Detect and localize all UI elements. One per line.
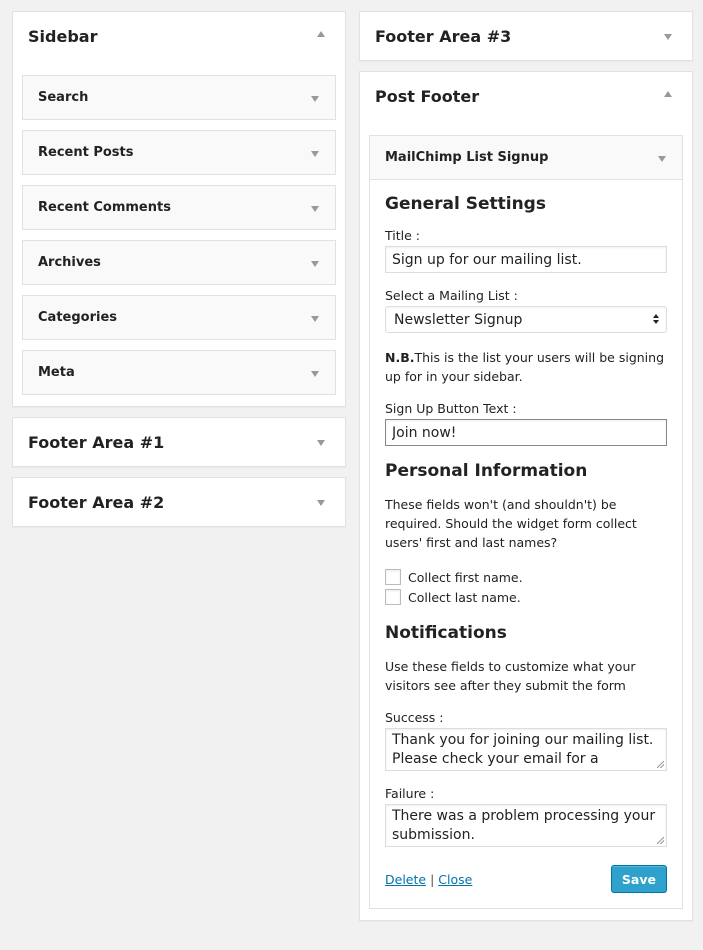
widget-meta[interactable] xyxy=(22,350,336,395)
failure-field-group xyxy=(385,786,667,847)
button-text-label: Sign Up Button Text : xyxy=(385,401,517,416)
mailing-list-label: Select a Mailing List : xyxy=(385,288,518,303)
resize-grip-icon[interactable] xyxy=(657,761,664,768)
save-button[interactable]: Save xyxy=(611,865,667,893)
button-text-field-group xyxy=(385,401,667,446)
collect-first-name-checkbox[interactable] xyxy=(385,569,401,585)
expand-arrow-icon[interactable] xyxy=(311,316,319,322)
right-column xyxy=(359,11,693,931)
mailing-list-field-group xyxy=(385,288,667,333)
notifications-text: Use these fields to customize what your visitors see after they submit the form xyxy=(385,659,636,693)
footer-area-1 xyxy=(12,417,346,467)
sidebar-area-header[interactable] xyxy=(13,12,345,60)
footer-area-2 xyxy=(12,477,346,527)
delete-link[interactable]: Delete xyxy=(385,871,427,887)
widget-title: Recent Comments xyxy=(38,200,171,215)
collect-first-name-row xyxy=(385,567,667,587)
name-checkboxes xyxy=(385,567,667,607)
list-note xyxy=(385,348,667,386)
widget-settings-form xyxy=(370,180,682,908)
collect-last-name-checkbox[interactable] xyxy=(385,589,401,605)
close-link[interactable]: Close xyxy=(438,871,473,887)
widget-categories[interactable] xyxy=(22,295,336,340)
sidebar-area xyxy=(12,11,346,407)
success-text: Thank you for joining our mailing list. Please check your email for a xyxy=(392,732,654,767)
widget-control-links xyxy=(385,872,472,887)
post-footer-header[interactable] xyxy=(360,72,692,120)
success-field-group xyxy=(385,710,667,771)
failure-text: There was a problem processing your submission. xyxy=(392,808,656,843)
mailing-list-selected-value: Newsletter Signup xyxy=(394,311,523,328)
resize-grip-icon[interactable] xyxy=(657,837,664,844)
left-column xyxy=(12,11,346,537)
widget-title: Meta xyxy=(38,365,75,380)
mailing-list-select[interactable] xyxy=(385,306,667,333)
collapse-arrow-icon[interactable] xyxy=(317,31,325,37)
expand-arrow-icon[interactable] xyxy=(311,96,319,102)
post-footer-area xyxy=(359,71,693,921)
widget-controls xyxy=(385,865,667,893)
failure-label: Failure : xyxy=(385,786,435,801)
select-updown-icon xyxy=(653,314,659,324)
mailchimp-widget xyxy=(369,135,683,909)
footer-area-2-title: Footer Area #2 xyxy=(28,492,165,512)
personal-info-heading: Personal Information xyxy=(385,461,588,481)
footer-area-3 xyxy=(359,11,693,61)
post-footer-title: Post Footer xyxy=(375,86,480,106)
widget-search[interactable] xyxy=(22,75,336,120)
footer-area-1-title: Footer Area #1 xyxy=(28,432,165,452)
sidebar-area-title: Sidebar xyxy=(28,26,98,46)
widget-title: Recent Posts xyxy=(38,145,134,160)
expand-arrow-icon[interactable] xyxy=(311,371,319,377)
footer-area-3-header[interactable] xyxy=(360,12,692,60)
collect-first-name-label: Collect first name. xyxy=(408,569,523,585)
sidebar-widget-list xyxy=(13,60,345,406)
title-input[interactable] xyxy=(385,246,667,273)
expand-arrow-icon[interactable] xyxy=(311,261,319,267)
widget-title: MailChimp List Signup xyxy=(385,150,549,165)
mailchimp-widget-header[interactable] xyxy=(370,136,682,180)
title-field-group xyxy=(385,228,667,273)
failure-textarea[interactable] xyxy=(385,804,667,847)
expand-arrow-icon[interactable] xyxy=(664,34,672,40)
collapse-arrow-icon[interactable] xyxy=(664,91,672,97)
footer-area-1-header[interactable] xyxy=(13,418,345,466)
general-settings-heading: General Settings xyxy=(385,194,546,214)
widget-archives[interactable] xyxy=(22,240,336,285)
personal-info-text: These fields won't (and shouldn't) be required. Should the widget form collect users' first and last names? xyxy=(385,497,637,550)
widget-recent-posts[interactable] xyxy=(22,130,336,175)
post-footer-widget-list xyxy=(360,120,692,920)
link-separator: | xyxy=(430,871,435,887)
button-text-input[interactable] xyxy=(385,419,667,446)
expand-arrow-icon[interactable] xyxy=(658,156,666,162)
widget-recent-comments[interactable] xyxy=(22,185,336,230)
footer-area-2-header[interactable] xyxy=(13,478,345,526)
widget-title: Archives xyxy=(38,255,101,270)
success-textarea[interactable] xyxy=(385,728,667,771)
success-label: Success : xyxy=(385,710,444,725)
title-label: Title : xyxy=(385,228,420,243)
note-bold: N.B. xyxy=(385,350,415,365)
expand-arrow-icon[interactable] xyxy=(317,440,325,446)
expand-arrow-icon[interactable] xyxy=(311,206,319,212)
footer-area-3-title: Footer Area #3 xyxy=(375,26,512,46)
widget-title: Categories xyxy=(38,310,118,325)
note-text: This is the list your users will be signing up for in your sidebar. xyxy=(385,350,665,384)
notifications-heading: Notifications xyxy=(385,623,507,643)
expand-arrow-icon[interactable] xyxy=(311,151,319,157)
collect-last-name-label: Collect last name. xyxy=(408,589,521,605)
widget-title: Search xyxy=(38,90,89,105)
expand-arrow-icon[interactable] xyxy=(317,500,325,506)
collect-last-name-row xyxy=(385,587,667,607)
